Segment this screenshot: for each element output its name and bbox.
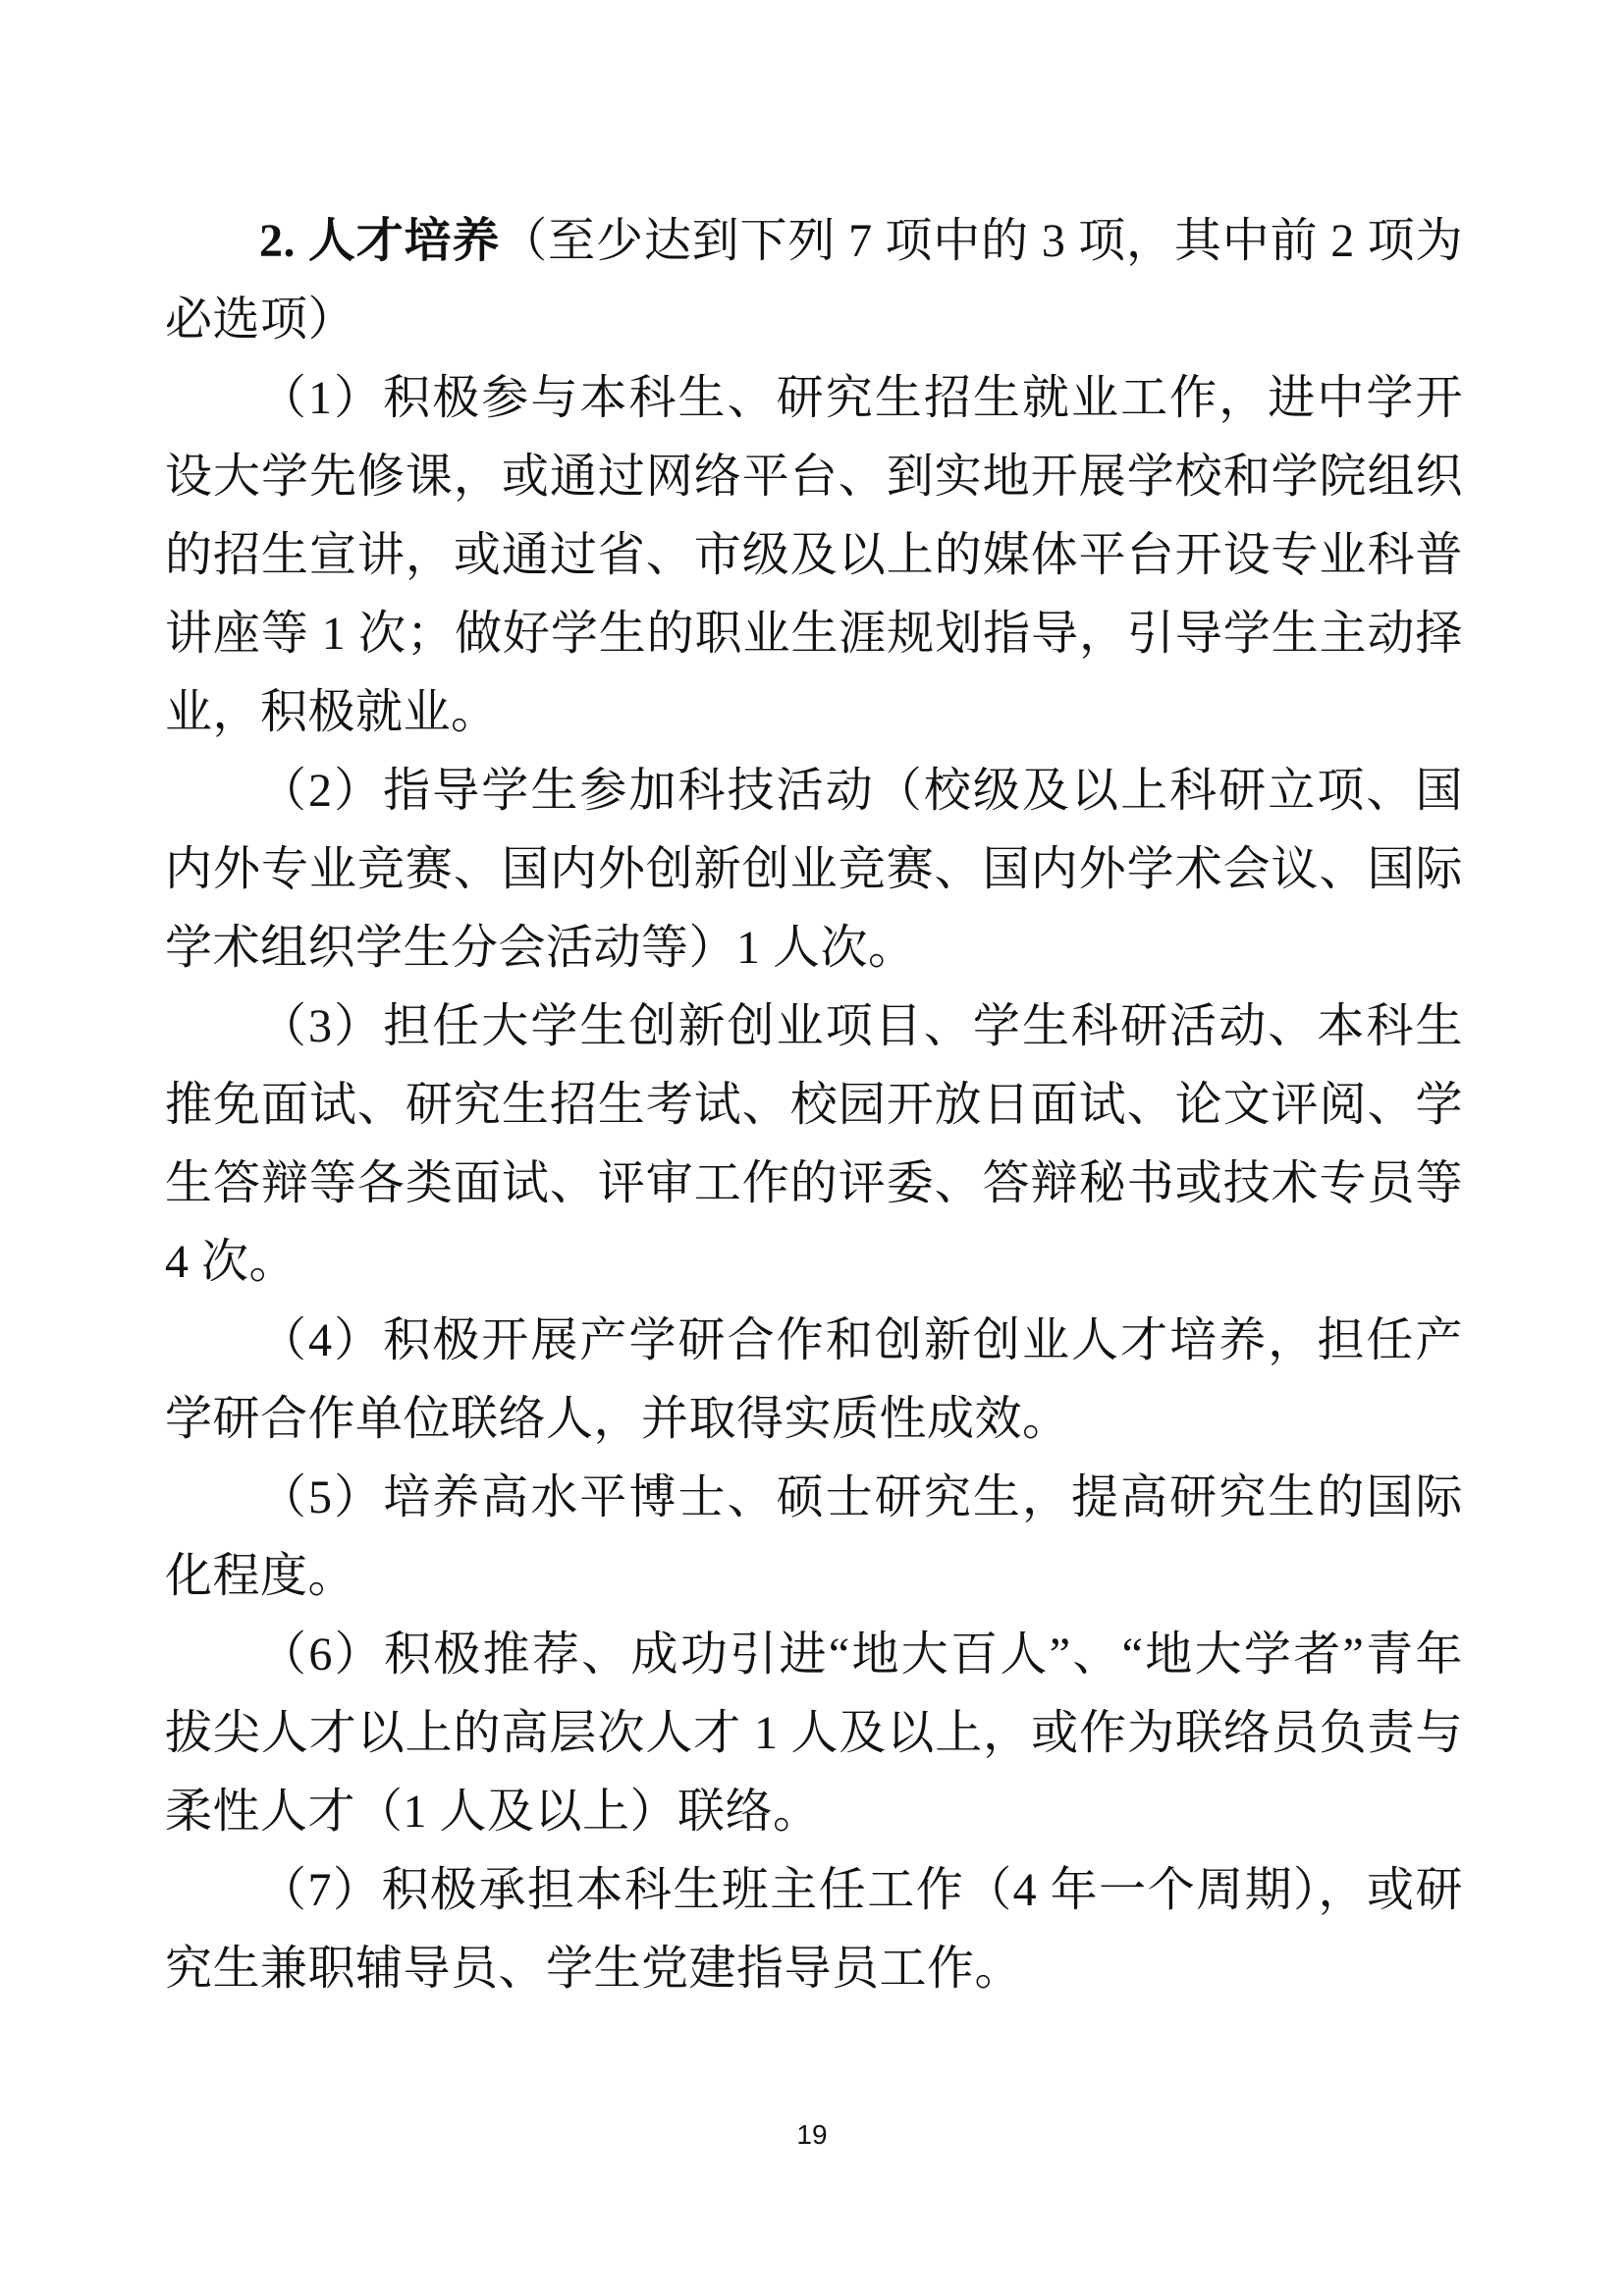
- paragraph-item-5: （5）培养高水平博士、硕士研究生，提高研究生的国际化程度。: [165, 1471, 1463, 1602]
- page-number: 19: [796, 2119, 828, 2150]
- document-body: [165, 202, 1463, 2008]
- paragraph-item-7: （7）积极承担本科生班主任工作（4 年一个周期），或研究生兼职辅导员、学生党建指导员工作。: [165, 1864, 1463, 1995]
- section-heading-note: （至少达到下列 7 项中的 3 项，其中前 2 项为必选项）: [165, 215, 1463, 346]
- paragraph-item-4: （4）积极开展产学研合作和创新创业人才培养，担任产学研合作单位联络人，并取得实质性成效。: [165, 1314, 1463, 1445]
- paragraph-item-2: （2）指导学生参加科技活动（校级及以上科研立项、国内外专业竞赛、国内外创新创业竞赛、国内外学术会议、国际学术组织学生分会活动等）1 人次。: [165, 765, 1463, 974]
- section-heading-title: 2. 人才培养: [259, 215, 501, 267]
- section-heading: [165, 202, 1463, 359]
- paragraph-item-3: （3）担任大学生创新创业项目、学生科研活动、本科生推免面试、研究生招生考试、校园开放日面试、论文评阅、学生答辩等各类面试、评审工作的评委、答辩秘书或技术专员等 4 次。: [165, 1000, 1463, 1288]
- paragraph-item-6: （6）积极推荐、成功引进“地大百人”、“地大学者”青年拔尖人才以上的高层次人才 1 人及以上，或作为联络员负责与柔性人才（1 人及以上）联络。: [165, 1629, 1463, 1838]
- paragraph-item-1: （1）积极参与本科生、研究生招生就业工作，进中学开设大学先修课，或通过网络平台、到实地开展学校和学院组织的招生宣讲，或通过省、市级及以上的媒体平台开设专业科普讲座等 1 次；做好学生的职业生涯规划指导，引导学生主动择业，积极就业。: [165, 372, 1463, 738]
